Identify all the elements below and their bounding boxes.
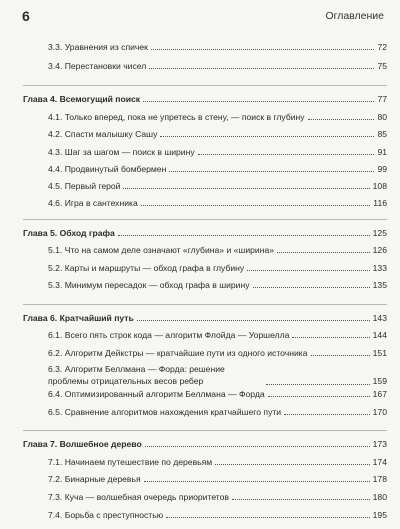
toc-entry-page: 195: [372, 510, 387, 520]
toc-entry-title: 3.3. Уравнения из спичек: [48, 42, 148, 52]
dot-leader: [308, 112, 375, 120]
dot-leader: [160, 129, 374, 137]
toc-entry-title: 6.5. Сравнение алгоритмов нахождения кратчайшего пути: [48, 407, 282, 417]
toc-entry-title: 7.4. Борьба с преступностью: [48, 510, 164, 520]
toc-section-entry[interactable]: [48, 492, 387, 503]
toc-entry-page: 77: [377, 94, 387, 104]
dot-leader: [215, 457, 369, 465]
dot-leader: [151, 42, 375, 50]
toc-chapter-entry[interactable]: [23, 94, 387, 105]
toc-entry-title: 5.1. Что на самом деле означают «глубина» и «ширина»: [48, 245, 275, 255]
toc-entry-page: 174: [372, 457, 387, 467]
toc-section-entry[interactable]: [48, 389, 387, 400]
toc-section-entry[interactable]: [48, 198, 387, 209]
toc-entry-title: 7.3. Куча — волшебная очередь приоритетов: [48, 492, 229, 502]
toc-entry-page: 133: [372, 263, 387, 273]
toc-section-entry[interactable]: [48, 263, 387, 274]
toc-entry-page: 173: [372, 439, 387, 449]
toc-entry-page: 159: [372, 376, 387, 386]
dot-leader: [166, 510, 370, 518]
toc-section-entry[interactable]: [48, 280, 387, 291]
toc-entry-title: 7.2. Бинарные деревья: [48, 474, 141, 484]
toc-entry-title: 7.1. Начинаем путешествие по деревьям: [48, 457, 213, 467]
toc-chapter-entry[interactable]: [23, 313, 387, 324]
dot-leader: [169, 164, 374, 172]
dot-leader: [149, 61, 374, 69]
page-number: 6: [22, 8, 30, 24]
section-rule: [23, 430, 387, 431]
toc-entry-page: 143: [372, 313, 387, 323]
toc-entry-page: 170: [372, 407, 387, 417]
toc-section-entry[interactable]: [48, 42, 387, 53]
toc-entry-page: 75: [377, 61, 387, 71]
toc-section-entry[interactable]: [48, 457, 387, 468]
toc-section-entry[interactable]: [48, 61, 387, 72]
dot-leader: [253, 280, 370, 288]
toc-entry-page: 151: [372, 348, 387, 358]
toc-entry-title: 5.3. Минимум пересадок — обход графа в ширину: [48, 280, 250, 290]
toc-section-entry[interactable]: [48, 129, 387, 140]
toc-entry-title: Глава 5. Обход графа: [23, 228, 115, 238]
dot-leader: [198, 147, 375, 155]
toc-section-entry[interactable]: [48, 510, 387, 521]
toc-entry-title: 4.4. Продвинутый бомбермен: [48, 164, 167, 174]
toc-entry-page: 125: [372, 228, 387, 238]
toc-section-entry[interactable]: [48, 407, 387, 418]
toc-section-entry[interactable]: [48, 474, 387, 485]
section-rule: [23, 304, 387, 305]
toc-entry-title: Глава 7. Волшебное дерево: [23, 439, 142, 449]
toc-section-entry[interactable]: [48, 164, 387, 175]
toc-entry-title: 3.4. Перестановки чисел: [48, 61, 147, 71]
toc-chapter-entry[interactable]: [23, 228, 387, 239]
dot-leader: [123, 181, 369, 189]
toc-entry-page: 108: [372, 181, 387, 191]
toc-entry-page: 72: [377, 42, 387, 52]
toc-entry-title: 6.2. Алгоритм Дейкстры — кратчайшие пути из одного источника: [48, 348, 308, 358]
section-rule: [23, 85, 387, 86]
toc-section-entry[interactable]: [48, 364, 387, 387]
toc-entry-page: 178: [372, 474, 387, 484]
dot-leader: [247, 263, 369, 271]
dot-leader: [268, 389, 370, 397]
toc-entry-page: 80: [377, 112, 387, 122]
toc-entry-title: Глава 4. Всемогущий поиск: [23, 94, 141, 104]
toc-entry-page: 99: [377, 164, 387, 174]
toc-entry-title: 4.3. Шаг за шагом — поиск в ширину: [48, 147, 195, 157]
dot-leader: [311, 348, 370, 356]
toc-chapter-entry[interactable]: [23, 439, 387, 450]
dot-leader: [143, 94, 374, 102]
dot-leader: [137, 313, 370, 321]
toc-section-entry[interactable]: [48, 348, 387, 359]
toc-section-entry[interactable]: [48, 112, 387, 123]
toc-section-entry[interactable]: [48, 245, 387, 256]
page-header: [22, 8, 384, 28]
dot-leader: [292, 330, 369, 338]
toc-entry-page: 180: [372, 492, 387, 502]
toc-section-entry[interactable]: [48, 330, 387, 341]
dot-leader: [144, 474, 370, 482]
section-rule: [23, 219, 387, 220]
dot-leader: [141, 198, 371, 206]
toc-entry-title: 4.6. Игра в сантехника: [48, 198, 138, 208]
dot-leader: [284, 407, 370, 415]
dot-leader: [232, 492, 370, 500]
dot-leader: [145, 439, 370, 447]
toc-entry-title: 4.5. Первый герой: [48, 181, 121, 191]
toc-entry-page: 85: [377, 129, 387, 139]
dot-leader: [266, 377, 370, 385]
dot-leader: [277, 245, 370, 253]
toc-entry-title: 6.1. Всего пять строк кода — алгоритм Флойда — Уоршелла: [48, 330, 290, 340]
toc-section-entry[interactable]: [48, 147, 387, 158]
running-head: Оглавление: [325, 10, 384, 22]
toc-entry-title: 6.3. Алгоритм Беллмана — Форда: решение проблемы отрицательных весов ребер: [48, 364, 225, 386]
toc-entry-page: 135: [372, 280, 387, 290]
toc-entry-title: Глава 6. Кратчайший путь: [23, 313, 134, 323]
toc-entry-title: 4.2. Спасти малышку Сашу: [48, 129, 158, 139]
toc-section-entry[interactable]: [48, 181, 387, 192]
toc-entry-title: 5.2. Карты и маршруты — обход графа в глубину: [48, 263, 245, 273]
toc-entry-page: 116: [373, 198, 387, 208]
toc-entry-page: 167: [372, 389, 387, 399]
toc-entry-title: 6.4. Оптимизированный алгоритм Беллмана — Форда: [48, 389, 265, 399]
toc-entry-page: 91: [377, 147, 387, 157]
dot-leader: [118, 228, 370, 236]
toc-entry-page: 144: [372, 330, 387, 340]
toc-entry-title: 4.1. Только вперед, пока не упретесь в стену, — поиск в глубину: [48, 112, 305, 122]
toc-entry-page: 126: [372, 245, 387, 255]
